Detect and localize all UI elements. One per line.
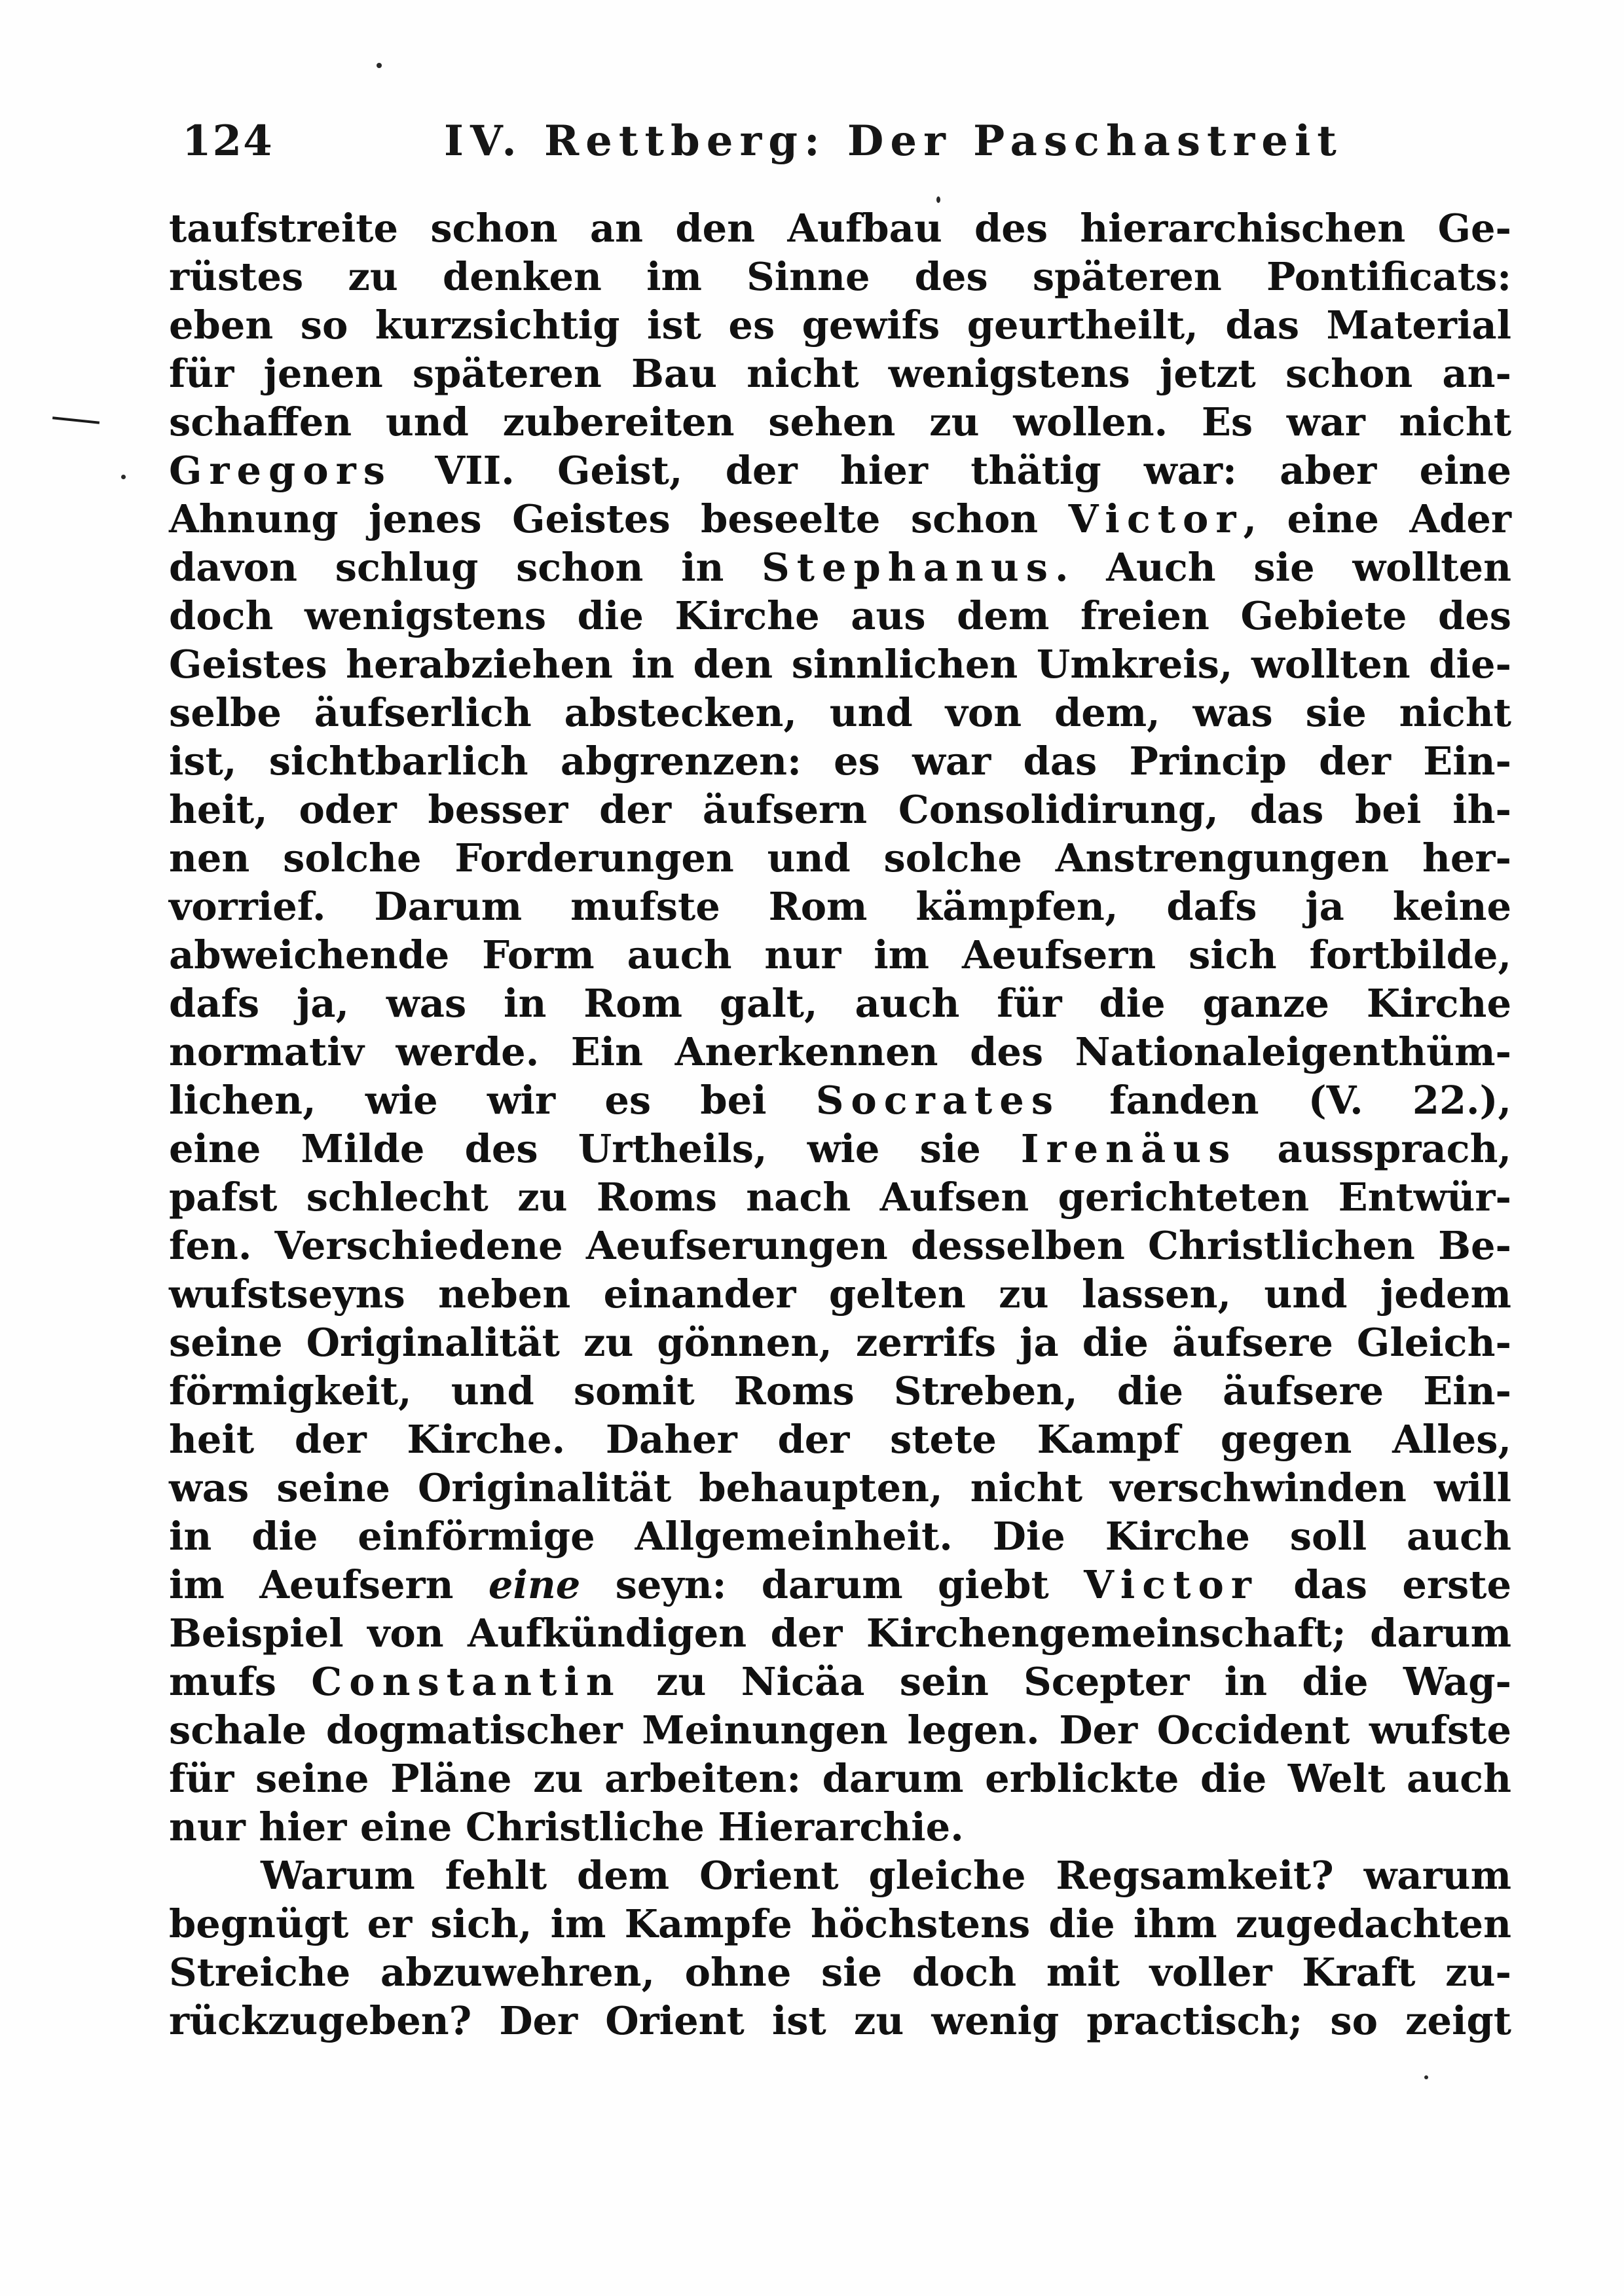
text-line: Gregors VII. Geist, der hier thätig war: aber eine: [169, 448, 1511, 493]
spaced-name: Irenäus: [1020, 1126, 1238, 1171]
spaced-name: Victor: [1084, 1562, 1259, 1607]
print-speck: [1424, 2075, 1428, 2079]
print-speck: [377, 63, 382, 68]
text-line: seine Originalität zu gönnen, zerrifs ja die äufsere Gleich-: [169, 1320, 1511, 1365]
text-line: nen solche Forderungen und solche Anstrengungen her-: [169, 835, 1511, 881]
text-line: in die einförmige Allgemeinheit. Die Kirche soll auch: [169, 1514, 1511, 1559]
text-line: fen. Verschiedene Aeufserungen desselben Christlichen Be-: [169, 1223, 1511, 1268]
text-line: begnügt er sich, im Kampfe höchstens die ihm zugedachten: [169, 1901, 1511, 1946]
text-line: für jenen späteren Bau nicht wenigstens jetzt schon an-: [169, 351, 1511, 396]
text-line: was seine Originalität behaupten, nicht verschwinden will: [169, 1465, 1511, 1510]
text-line: selbe äufserlich abstecken, und von dem, was sie nicht: [169, 690, 1511, 735]
text-line: taufstreite schon an den Aufbau des hierarchischen Ge-: [169, 206, 1511, 251]
spaced-name: Stephanus: [762, 545, 1055, 590]
margin-mark: [52, 416, 100, 424]
text-line: Warum fehlt dem Orient gleiche Regsamkeit? warum: [261, 1853, 1511, 1898]
text-line: eine Milde des Urtheils, wie sie Irenäus aussprach,: [169, 1126, 1512, 1171]
text-line: pafst schlecht zu Roms nach Aufsen gerichteten Entwür-: [169, 1175, 1511, 1220]
text-line: heit der Kirche. Daher der stete Kampf gegen Alles,: [169, 1417, 1511, 1462]
text-line: Beispiel von Aufkündigen der Kirchengemeinschaft; darum: [169, 1611, 1511, 1656]
text-line: förmigkeit, und somit Roms Streben, die äufsere Ein-: [169, 1368, 1511, 1413]
text-line: Streiche abzuwehren, ohne sie doch mit voller Kraft zu-: [169, 1950, 1511, 1995]
text-line: normativ werde. Ein Anerkennen des Nationaleigenthüm-: [169, 1029, 1511, 1074]
print-speck: [936, 196, 940, 203]
text-line: rückzugeben? Der Orient ist zu wenig practisch; so zeigt: [169, 1998, 1511, 2043]
text-line: rüstes zu denken im Sinne des späteren Pontificats:: [169, 254, 1511, 299]
spaced-name: Gregors: [169, 448, 392, 493]
print-speck: [121, 475, 126, 479]
text-line: dafs ja, was in Rom galt, auch für die ganze Kirche: [169, 981, 1511, 1026]
text-line: im Aeufsern eine seyn: darum giebt Victor das erste: [169, 1562, 1511, 1607]
text-line: schale dogmatischer Meinungen legen. Der Occident wufste: [169, 1707, 1511, 1753]
body-text: [169, 204, 1511, 2045]
text-line: heit, oder besser der äufsern Consolidirung, das bei ih-: [169, 787, 1511, 832]
text-line: davon schlug schon in Stephanus. Auch sie wollten: [169, 545, 1511, 590]
text-line: mufs Constantin zu Nicäa sein Scepter in die Wag-: [169, 1659, 1511, 1704]
text-line: eben so kurzsichtig ist es gewifs geurtheilt, das Material: [169, 302, 1511, 348]
text-line: vorrief. Darum mufste Rom kämpfen, dafs ja keine: [169, 884, 1511, 929]
italic-word: eine: [488, 1562, 581, 1607]
text-line: Ahnung jenes Geistes beseelte schon Victor, eine Ader: [169, 496, 1511, 541]
text-line: doch wenigstens die Kirche aus dem freien Gebiete des: [169, 593, 1511, 638]
text-line: ist, sichtbarlich abgrenzen: es war das Princip der Ein-: [169, 738, 1511, 784]
text-line: abweichende Form auch nur im Aeufsern sich fortbilde,: [169, 932, 1511, 977]
text-line: wufstseyns neben einander gelten zu lassen, und jedem: [169, 1271, 1511, 1317]
spaced-name: Socrates: [815, 1078, 1061, 1123]
text-line: Geistes herabziehen in den sinnlichen Umkreis, wollten die-: [169, 642, 1511, 687]
text-line: schaffen und zubereiten sehen zu wollen. Es war nicht: [169, 399, 1511, 445]
spaced-name: Victor: [1068, 496, 1244, 541]
spaced-name: Constantin: [311, 1659, 621, 1704]
text-line: nur hier eine Christliche Hierarchie.: [169, 1804, 964, 1850]
text-line: lichen, wie wir es bei Socrates fanden (V. 22.),: [169, 1078, 1511, 1123]
text-line: für seine Pläne zu arbeiten: darum erblickte die Welt auch: [169, 1756, 1511, 1801]
page-header: [169, 117, 1343, 189]
page-number: 124: [182, 117, 274, 166]
running-title: IV. Rettberg: Der Paschastreit: [444, 117, 1343, 166]
